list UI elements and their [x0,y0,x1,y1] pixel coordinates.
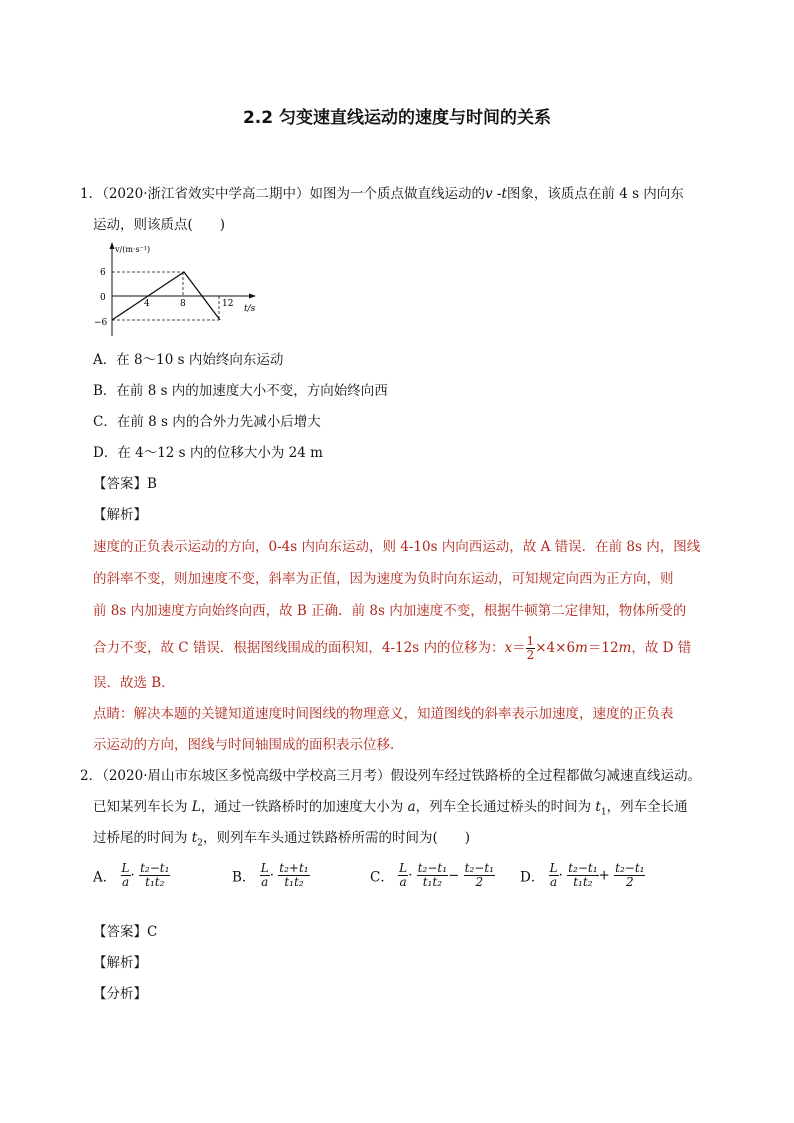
x-axis-arrow-icon [249,294,256,299]
answer-label: 【答案】B [93,476,157,492]
q2-answer-label: 【答案】C [93,924,158,940]
analysis-line-4: 合力不变，故 C 错误．根据图线围成的面积知，4-12s 内的位移为：x＝ $\frac{1}{2}$ ×4×6m＝12m，故 D 错 [93,634,692,662]
analysis-label: 【解析】 [93,507,147,523]
x-tick-label: 12 [222,299,234,309]
q2-analysis-label: 【解析】 [93,955,147,971]
option-a: A．在 8～10 s 内始终向东运动 [93,352,284,368]
question-2-stem-line-2: 已知某列车长为 L，通过一铁路桥时的加速度大小为 a，列车全长通过桥头的时间为 $t_1$，列车全长通 [93,799,688,818]
vt-graph [92,240,272,340]
question-2-stem-line-3: 过桥尾的时间为 $t_2$，则列车车头通过铁路桥所需的时间为( ) [93,830,471,849]
analysis-line-2: 的斜率不变，则加速度不变，斜率为正值，因为速度为负时向东运动，可知规定向西为正方向，则 [93,571,674,587]
question-2-stem-line-1: 2．（2020·眉山市东坡区多悦高级中学校高三月考）假设列车经过铁路桥的全过程都做匀减速直线运动。 [80,768,701,784]
analysis-line-3: 前 8s 内加速度方向始终向西，故 B 正确．前 8s 内加速度不变，根据牛顿第二定律知，物体所受的 [93,603,687,619]
x-tick-label: 8 [180,299,186,309]
option-d: D．在 4～12 s 内的位移大小为 24 m [93,445,323,461]
x-tick-label: 4 [144,299,150,309]
x-axis-label: t/s [244,304,256,314]
q2-option-c: C． $\frac{L}{a}$ · $\frac{\text{t₂−t₁}}{\text{t₁t₂}}$ − $\frac{\text{t₂−t₁}}{2}$ [370,861,494,889]
q2-analysis-sub-label: 【分析】 [93,986,147,1002]
page-title: 2.2 匀变速直线运动的速度与时间的关系 [242,108,552,128]
question-1-stem-line-1: 1．（2020·浙江省效实中学高二期中）如图为一个质点做直线运动的v -t图象，该质点在前 4 s 内向东 [80,186,684,202]
analysis-line-5: 误．故选 B． [93,675,175,691]
question-2-number: 2． [80,768,103,784]
analysis-line-1: 速度的正负表示运动的方向，0-4s 内向东运动，则 4-10s 内向西运动，故 A 错误．在前 8s 内，图线 [93,539,701,555]
q2-option-d: D． $\frac{L}{a}$ · $\frac{\text{t₂−t₁}}{\text{t₁t₂}}$ + $\frac{\text{t₂−t₁}}{2}$ [520,861,645,889]
option-c: C．在前 8 s 内的合外力先减小后增大 [93,414,321,430]
y-axis-label: v/(m·s⁻¹) [115,245,151,254]
y-tick-label: −6 [94,318,108,328]
half-fraction: $\frac{1}{2}$ [526,634,535,662]
question-1-number: 1． [80,186,103,202]
y-axis-arrow-icon [110,242,115,249]
y-tick-label: 6 [100,268,106,278]
option-b: B．在前 8 s 内的加速度大小不变，方向始终向西 [93,383,388,399]
q2-option-a: A． $\frac{L}{a}$ · $\frac{\text{t₂−t₁}}{\text{t₁t₂}}$ [93,861,170,889]
y-tick-label: 0 [100,293,106,303]
tip-line-2: 示运动的方向，图线与时间轴围成的面积表示位移． [93,737,404,753]
q2-option-b: B． $\frac{L}{a}$ · $\frac{\text{t₂+t₁}}{\text{t₁t₂}}$ [232,861,309,889]
tip-line-1: 点睛：解决本题的关键知道速度时间图线的物理意义，知道图线的斜率表示加速度，速度的正负表 [93,706,674,722]
question-1-stem-line-2: 运动，则该质点( ) [93,217,226,233]
